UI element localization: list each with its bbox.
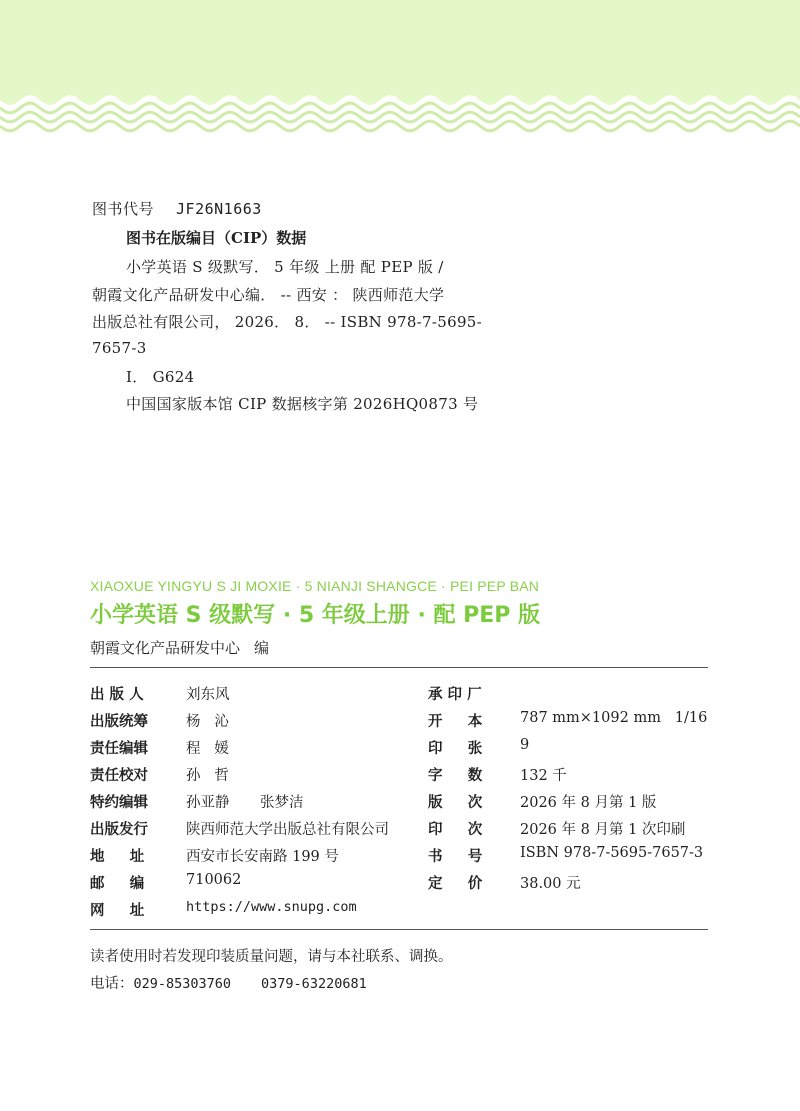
cip-line: 中国国家版本馆 CIP 数据核字第 2026HQ0873 号 xyxy=(126,395,479,413)
credit-value: 刘东风 xyxy=(186,687,230,703)
credit-label: 定 价 xyxy=(428,876,483,892)
cip-line: 出版总社有限公司， 2026． 8． -- ISBN 978-7-5695- xyxy=(92,313,482,331)
credit-value: 西安市长安南路 199 号 xyxy=(186,849,339,865)
website-link[interactable]: https://www.snupg.com xyxy=(186,899,357,915)
phone-line xyxy=(90,972,367,993)
credit-value-2: 张梦洁 xyxy=(260,795,304,811)
quality-notice: 读者使用时若发现印装质量问题，请与本社联系、调换。 xyxy=(90,949,453,965)
cip-line: 小学英语 S 级默写． 5 年级 上册 配 PEP 版 / xyxy=(126,258,444,276)
credit-value: 38.00 元 xyxy=(520,876,581,892)
book-code xyxy=(92,198,262,219)
cip-line: 朝霞文化产品研发中心编． -- 西安 ： 陕西师范大学 xyxy=(92,286,445,304)
credit-value: 程 媛 xyxy=(186,741,229,757)
credit-label: 版 次 xyxy=(428,795,483,811)
credit-label: 开 本 xyxy=(428,714,483,730)
editor-line xyxy=(90,637,269,658)
cip-line: Ⅰ． G624 xyxy=(126,368,195,386)
editor-suffix: 编 xyxy=(254,639,270,657)
phone-number-2: 0379-63220681 xyxy=(261,976,367,992)
phone-number-1: 029-85303760 xyxy=(133,976,232,992)
book-code-label: 图书代号 xyxy=(92,200,155,218)
credit-label: 出版发行 xyxy=(90,822,148,838)
credit-value: 2026 年 8 月第 1 版 xyxy=(520,795,657,811)
header-wave-band xyxy=(0,0,800,140)
cip-line: 7657-3 xyxy=(92,339,147,357)
credit-label: 出版统筹 xyxy=(90,714,148,730)
credit-value: 杨 沁 xyxy=(186,714,229,730)
credit-value: 132 千 xyxy=(520,768,567,784)
pinyin-title: XIAOXUE YINGYU S JI MOXIE · 5 NIANJI SHANGCE · PEI PEP BAN xyxy=(90,578,540,594)
divider-bottom xyxy=(90,929,708,930)
credit-label: 承 印 厂 xyxy=(428,687,482,703)
cip-title: 图书在版编目（CIP）数据 xyxy=(126,229,307,247)
credit-label: 特约编辑 xyxy=(90,795,148,811)
credit-value: 9 xyxy=(520,737,530,753)
credit-label: 责任编辑 xyxy=(90,741,148,757)
phone-label: 电话： xyxy=(90,976,134,992)
credit-value: 陕西师范大学出版总社有限公司 xyxy=(186,822,389,838)
credit-label: 出 版 人 xyxy=(90,687,144,703)
credit-value: 孙亚静 xyxy=(186,795,230,811)
editor-name: 朝霞文化产品研发中心 xyxy=(90,639,241,657)
credit-value: 710062 xyxy=(186,872,242,888)
credit-value: 787 mm×1092 mm 1/16 xyxy=(520,710,708,726)
book-code-value: JF26N1663 xyxy=(176,200,262,218)
credit-label: 地 址 xyxy=(90,849,145,865)
credit-label: 网 址 xyxy=(90,903,145,919)
credit-label: 邮 编 xyxy=(90,876,145,892)
credit-value: ISBN 978-7-5695-7657-3 xyxy=(520,845,704,861)
credit-label: 字 数 xyxy=(428,768,483,784)
credit-label: 责任校对 xyxy=(90,768,148,784)
credit-label: 印 张 xyxy=(428,741,483,757)
credit-value: 孙 哲 xyxy=(186,768,229,784)
credit-label: 书 号 xyxy=(428,849,483,865)
divider-top xyxy=(90,667,708,668)
book-title: 小学英语 S 级默写 · 5 年级上册 · 配 PEP 版 xyxy=(90,603,541,628)
credit-value: 2026 年 8 月第 1 次印刷 xyxy=(520,822,686,838)
credit-label: 印 次 xyxy=(428,822,483,838)
